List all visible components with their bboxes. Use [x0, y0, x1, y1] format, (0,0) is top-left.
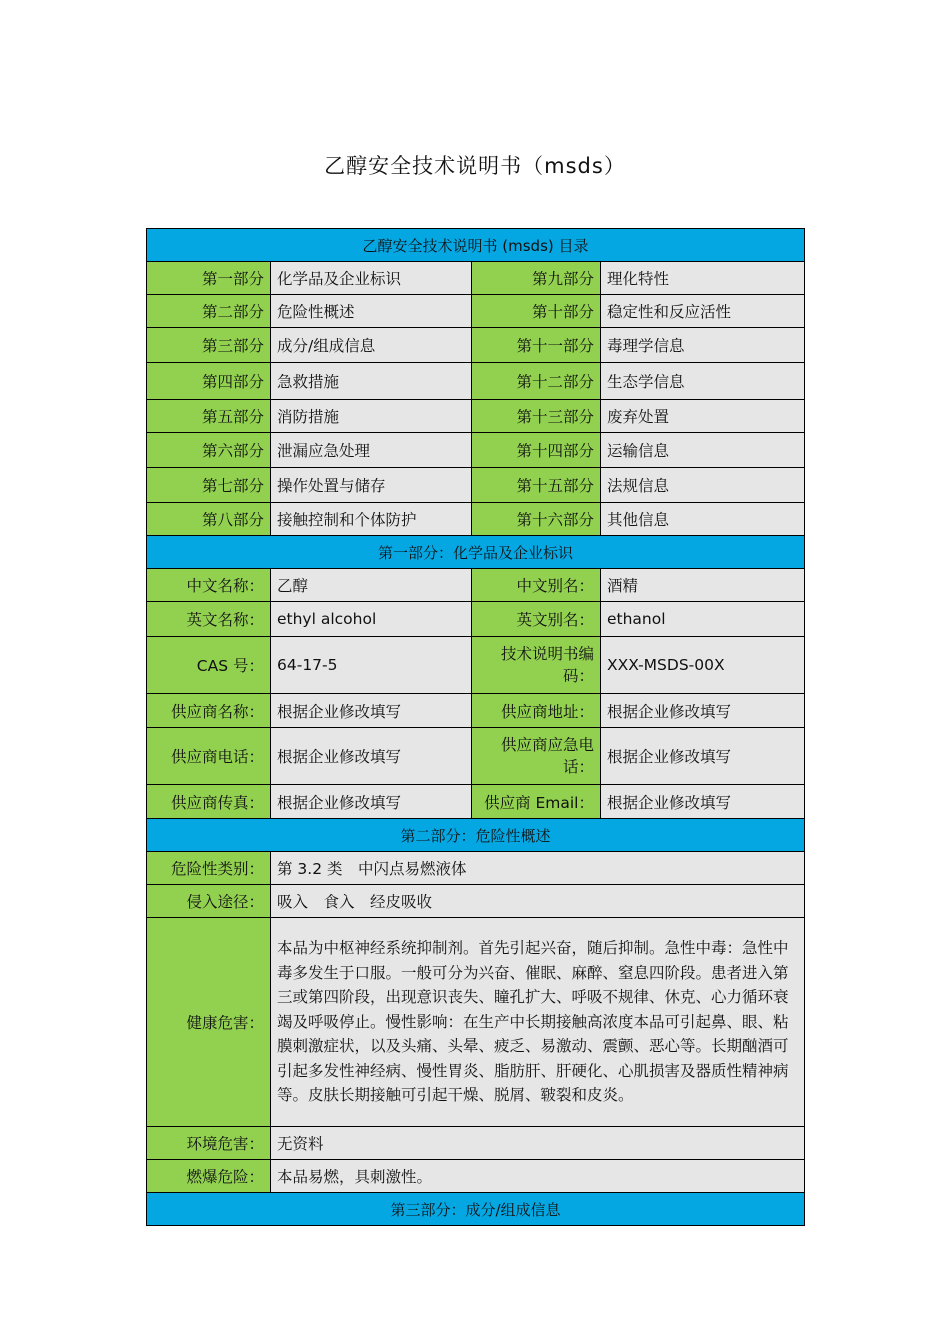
field-row	[147, 728, 805, 785]
field-label-line: 供应商应急电	[500, 736, 594, 754]
field-label-line: 码：	[562, 667, 594, 685]
toc-part-name: 毒理学信息	[601, 328, 805, 363]
field-label: 燃爆危险：	[147, 1160, 271, 1193]
toc-row	[147, 262, 805, 295]
toc-part-label: 第十三部分	[472, 400, 601, 433]
field-value: 根据企业修改填写	[271, 785, 472, 819]
toc-row	[147, 468, 805, 503]
field-value: 根据企业修改填写	[601, 694, 805, 728]
toc-part-label: 第一部分	[147, 262, 271, 295]
field-row	[147, 1127, 805, 1160]
toc-part-label: 第八部分	[147, 503, 271, 536]
toc-row	[147, 503, 805, 536]
toc-row	[147, 433, 805, 468]
toc-part-name: 废弃处置	[601, 400, 805, 433]
toc-part-name: 理化特性	[601, 262, 805, 295]
toc-part-name: 成分/组成信息	[271, 328, 472, 363]
field-label: 中文名称：	[147, 569, 271, 602]
field-label: 供应商名称：	[147, 694, 271, 728]
field-value: ethanol	[601, 602, 805, 637]
field-row	[147, 1160, 805, 1193]
field-value: 酒精	[601, 569, 805, 602]
toc-part-name: 化学品及企业标识	[271, 262, 472, 295]
field-value: 本品易燃，具刺激性。	[271, 1160, 805, 1193]
toc-part-label: 第十部分	[472, 295, 601, 328]
part2-header: 第二部分：危险性概述	[147, 819, 805, 852]
toc-part-label: 第九部分	[472, 262, 601, 295]
toc-part-label: 第七部分	[147, 468, 271, 503]
toc-part-name: 接触控制和个体防护	[271, 503, 472, 536]
msds-table	[146, 228, 805, 1226]
toc-header-row	[147, 229, 805, 262]
field-label: 环境危害：	[147, 1127, 271, 1160]
field-label	[472, 728, 601, 785]
toc-part-name: 法规信息	[601, 468, 805, 503]
field-row	[147, 694, 805, 728]
field-value: 第 3.2 类 中闪点易燃液体	[271, 852, 805, 885]
field-label: 英文名称：	[147, 602, 271, 637]
field-label: CAS 号：	[147, 637, 271, 694]
field-label-line: 话：	[562, 758, 594, 776]
toc-row	[147, 295, 805, 328]
health-hazard-text: 本品为中枢神经系统抑制剂。首先引起兴奋，随后抑制。急性中毒：急性中毒多发生于口服。一般可分为兴奋、催眠、麻醉、窒息四阶段。患者进入第三或第四阶段，出现意识丧失、瞳孔扩大、呼吸不规律、休克、心力循环衰竭及呼吸停止。慢性影响：在生产中长期接触高浓度本品可引起鼻、眼、粘膜刺激症状，以及头痛、头晕、疲乏、易激动、震颤、恶心等。长期酗酒可引起多发性神经病、慢性胃炎、脂肪肝、肝硬化、心肌损害及器质性精神病等。皮肤长期接触可引起干燥、脱屑、皲裂和皮炎。	[271, 918, 805, 1127]
field-row	[147, 918, 805, 1127]
toc-row	[147, 328, 805, 363]
field-row	[147, 852, 805, 885]
field-value: ethyl alcohol	[271, 602, 472, 637]
field-label: 供应商 Email：	[472, 785, 601, 819]
toc-part-name: 其他信息	[601, 503, 805, 536]
field-value: XXX-MSDS-00X	[601, 637, 805, 694]
field-label-line: 技术说明书编	[500, 645, 594, 663]
toc-row	[147, 363, 805, 400]
section-header-row	[147, 1193, 805, 1226]
field-value: 64-17-5	[271, 637, 472, 694]
field-label: 供应商电话：	[147, 728, 271, 785]
toc-part-label: 第三部分	[147, 328, 271, 363]
toc-part-name: 消防措施	[271, 400, 472, 433]
field-label: 危险性类别：	[147, 852, 271, 885]
field-label: 健康危害：	[147, 918, 271, 1127]
field-value: 根据企业修改填写	[601, 728, 805, 785]
field-label: 英文别名：	[472, 602, 601, 637]
toc-part-name: 操作处置与储存	[271, 468, 472, 503]
toc-part-name: 泄漏应急处理	[271, 433, 472, 468]
field-row	[147, 885, 805, 918]
toc-part-name: 急救措施	[271, 363, 472, 400]
field-row	[147, 785, 805, 819]
toc-part-label: 第五部分	[147, 400, 271, 433]
toc-part-label: 第十四部分	[472, 433, 601, 468]
toc-part-label: 第六部分	[147, 433, 271, 468]
field-value: 根据企业修改填写	[271, 694, 472, 728]
toc-part-label: 第二部分	[147, 295, 271, 328]
field-row	[147, 602, 805, 637]
toc-part-name: 危险性概述	[271, 295, 472, 328]
toc-part-label: 第十六部分	[472, 503, 601, 536]
section-header-row	[147, 536, 805, 569]
toc-part-name: 运输信息	[601, 433, 805, 468]
field-value: 乙醇	[271, 569, 472, 602]
document-title: 乙醇安全技术说明书（msds）	[324, 154, 626, 178]
part3-header: 第三部分：成分/组成信息	[147, 1193, 805, 1226]
field-label: 供应商传真：	[147, 785, 271, 819]
part1-header: 第一部分：化学品及企业标识	[147, 536, 805, 569]
field-label	[472, 637, 601, 694]
toc-part-label: 第十一部分	[472, 328, 601, 363]
toc-part-name: 稳定性和反应活性	[601, 295, 805, 328]
toc-part-label: 第四部分	[147, 363, 271, 400]
toc-part-name: 生态学信息	[601, 363, 805, 400]
field-value: 无资料	[271, 1127, 805, 1160]
field-value: 根据企业修改填写	[271, 728, 472, 785]
field-label: 侵入途径：	[147, 885, 271, 918]
field-value: 根据企业修改填写	[601, 785, 805, 819]
toc-row	[147, 400, 805, 433]
field-value: 吸入 食入 经皮吸收	[271, 885, 805, 918]
toc-header: 乙醇安全技术说明书 (msds) 目录	[147, 229, 805, 262]
toc-part-label: 第十二部分	[472, 363, 601, 400]
field-label: 供应商地址：	[472, 694, 601, 728]
field-label: 中文别名：	[472, 569, 601, 602]
field-row	[147, 637, 805, 694]
field-row	[147, 569, 805, 602]
section-header-row	[147, 819, 805, 852]
toc-part-label: 第十五部分	[472, 468, 601, 503]
